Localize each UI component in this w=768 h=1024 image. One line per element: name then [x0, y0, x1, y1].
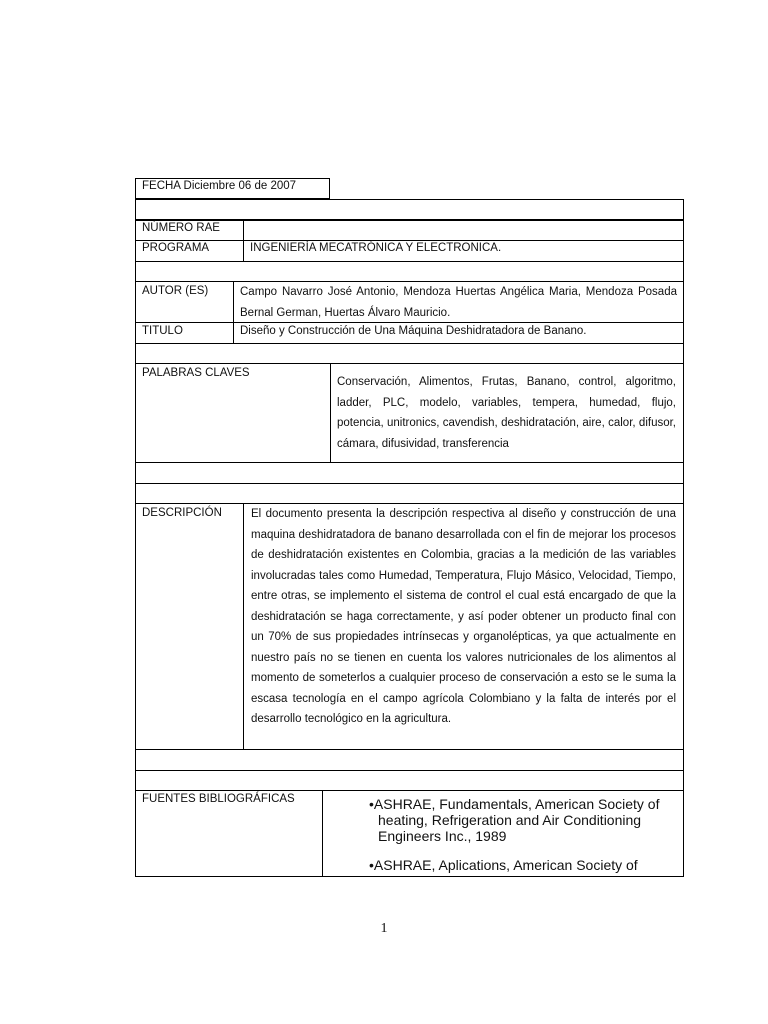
spacer-row — [135, 462, 684, 484]
spacer-row — [135, 199, 684, 220]
spacer-row — [135, 483, 684, 504]
fuentes-list — [369, 796, 673, 873]
spacer-row — [135, 261, 684, 282]
fuentes-value-cell — [322, 790, 684, 877]
programa-label: PROGRAMA — [142, 242, 210, 254]
page-number: 1 — [380, 921, 388, 936]
spacer-row — [135, 770, 684, 791]
spacer-row — [135, 749, 684, 771]
numero-rae-label: NÚMERO RAE — [142, 222, 220, 234]
fecha-text: FECHA Diciembre 06 de 2007 — [142, 180, 297, 192]
palabras-claves-value-cell — [330, 363, 684, 463]
titulo-label: TITULO — [142, 325, 183, 337]
spacer-row — [135, 343, 684, 364]
fuentes-label: FUENTES BIBLIOGRÁFICAS — [142, 793, 295, 805]
programa-value: INGENIERÍA MECATRÓNICA Y ELECTRONICA. — [250, 242, 502, 254]
programa-value-cell — [243, 240, 684, 262]
palabras-claves-value: Conservación, Alimentos, Frutas, Banano, control, algoritmo, ladder, PLC, modelo, variables, tempera, humedad, flujo, potencia, unitronics, cavendish, deshidratación, aire, calor, difusor, cámara, difusividad, transferencia — [337, 376, 676, 450]
titulo-value-cell — [233, 322, 684, 344]
descripcion-value: El documento presenta la descripción respectiva al diseño y construcción de una maquina deshidratadora de banano desarrollada con el fin de mejorar los procesos de deshidratación existentes en Colombia, gracias a la medición de las variables involucradas tales como Humedad, Temperatura, Flujo Másico, Velocidad, Tiempo, entre otras, se implemento el sistema de control el cual está encargado de que la deshidratación se haga correctamente, y así poder obtener un producto final con un 70% de sus propiedades intrínsecas y organolépticas, ya que actualmente en nuestro país no se tienen en cuenta los valores nutricionales de los alimentos al momento de someterlos a cualquier proceso de conservación a esto se le suma la escasa tecnología en el campo agrícola Colombiano y la falta de interés por el desarrollo tecnológico en la agricultura. — [251, 508, 676, 725]
palabras-claves-label: PALABRAS CLAVES — [142, 367, 250, 379]
fuentes-item: •ASHRAE, Aplications, American Society of — [369, 857, 638, 873]
fecha-cell — [135, 178, 330, 199]
titulo-value: Diseño y Construcción de Una Máquina Deshidratadora de Banano. — [240, 325, 587, 337]
fuentes-item: •ASHRAE, Fundamentals, American Society of heating, Refrigeration and Air Conditioning Engineers Inc., 1989 — [369, 796, 660, 844]
autor-value: Campo Navarro José Antonio, Mendoza Huertas Angélica Maria, Mendoza Posada Bernal German, Huertas Álvaro Mauricio. — [240, 286, 677, 319]
descripcion-label: DESCRIPCIÓN — [142, 507, 222, 519]
numero-rae-value-cell — [243, 220, 684, 241]
autor-label: AUTOR (ES) — [142, 285, 209, 297]
descripcion-value-cell — [243, 503, 684, 750]
autor-value-cell — [233, 281, 684, 323]
